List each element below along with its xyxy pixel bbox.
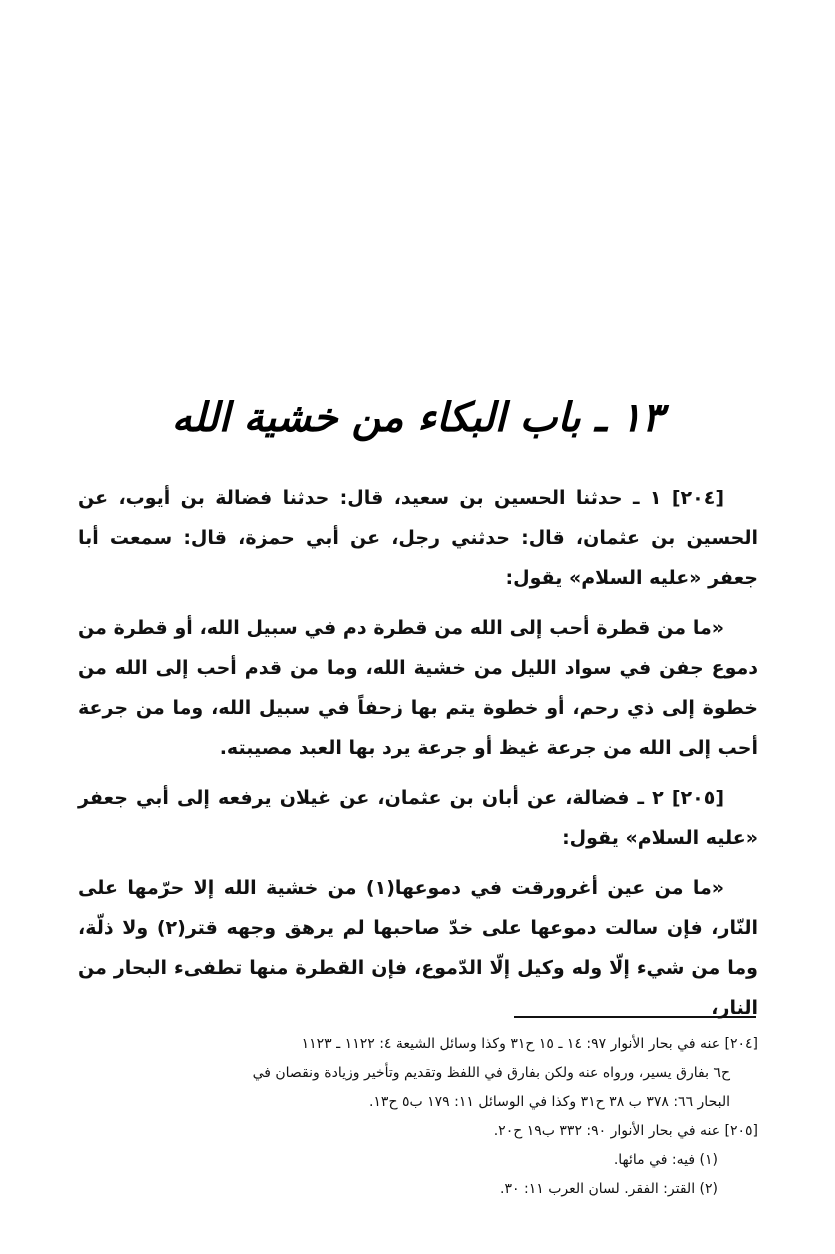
- footnote-204-line-1: [٢٠٤] عنه في بحار الأنوار ٩٧: ١٤ ـ ١٥ ح٣١ وكذا وسائل الشيعة ٤: ١١٢٢ ـ ١١٢٣: [301, 1036, 758, 1052]
- paragraph-hadith-204-matn: «ما من قطرة أحب إلى الله من قطرة دم في سبيل الله، أو قطرة من دموع جفن في سواد الليل من خشية الله، وما من قدم أحب إلى الله من خطوة إلى ذي رحم، أو خطوة يتم بها زحفاً في سبيل الله، وما من جرعة أحب إلى الله من جرعة غيظ أو جرعة يرد بها العبد مصيبته.: [78, 617, 758, 759]
- chapter-title: ١٣ ـ باب البكاء من خشية الله: [171, 394, 664, 441]
- paragraph-hadith-205-matn: «ما من عين أغرورقت في دموعها(١) من خشية الله إلا حرّمها على النّار، فإن سالت دموعها على خدّ صاحبها لم يرهق وجهه قتر(٢) ولا ذلّة، وما من شيء إلّا وله وكيل إلّا الدّموع، فإن القطرة منها تطفىء البحار من النار،: [78, 877, 758, 1019]
- footnote-note-2: (٢) القتر: الفقر. لسان العرب ١١: ٣٠.: [500, 1181, 718, 1197]
- main-text: [78, 478, 758, 1038]
- footnote-205-line-1: [٢٠٥] عنه في بحار الأنوار ٩٠: ٣٣٢ ب١٩ ح٢٠.: [493, 1123, 758, 1139]
- footnote-204-line-2: ح٦ بفارق يسير، ورواه عنه ولكن بفارق في اللفظ وتقديم وتأخير وزيادة ونقصان في: [252, 1065, 730, 1081]
- footnote-204-line-3: البحار ٦٦: ٣٧٨ ب ٣٨ ح٣١ وكذا في الوسائل ١١: ١٧٩ ب٥ ح١٣.: [368, 1094, 730, 1110]
- paragraph-hadith-204-isnad: [٢٠٤] ١ ـ حدثنا الحسين بن سعيد، قال: حدثنا فضالة بن أيوب، عن الحسين بن عثمان، قال: حدثني رجل، عن أبي حمزة، قال: سمعت أبا جعفر «عليه السلام» يقول:: [78, 487, 758, 589]
- footnotes: [78, 1030, 758, 1204]
- footnote-note-1: (١) فيه: في مائها.: [613, 1152, 718, 1168]
- footnote-separator: [514, 1016, 756, 1018]
- paragraph-hadith-205-isnad: [٢٠٥] ٢ ـ فضالة، عن أبان بن عثمان، عن غيلان يرفعه إلى أبي جعفر «عليه السلام» يقول:: [78, 787, 758, 849]
